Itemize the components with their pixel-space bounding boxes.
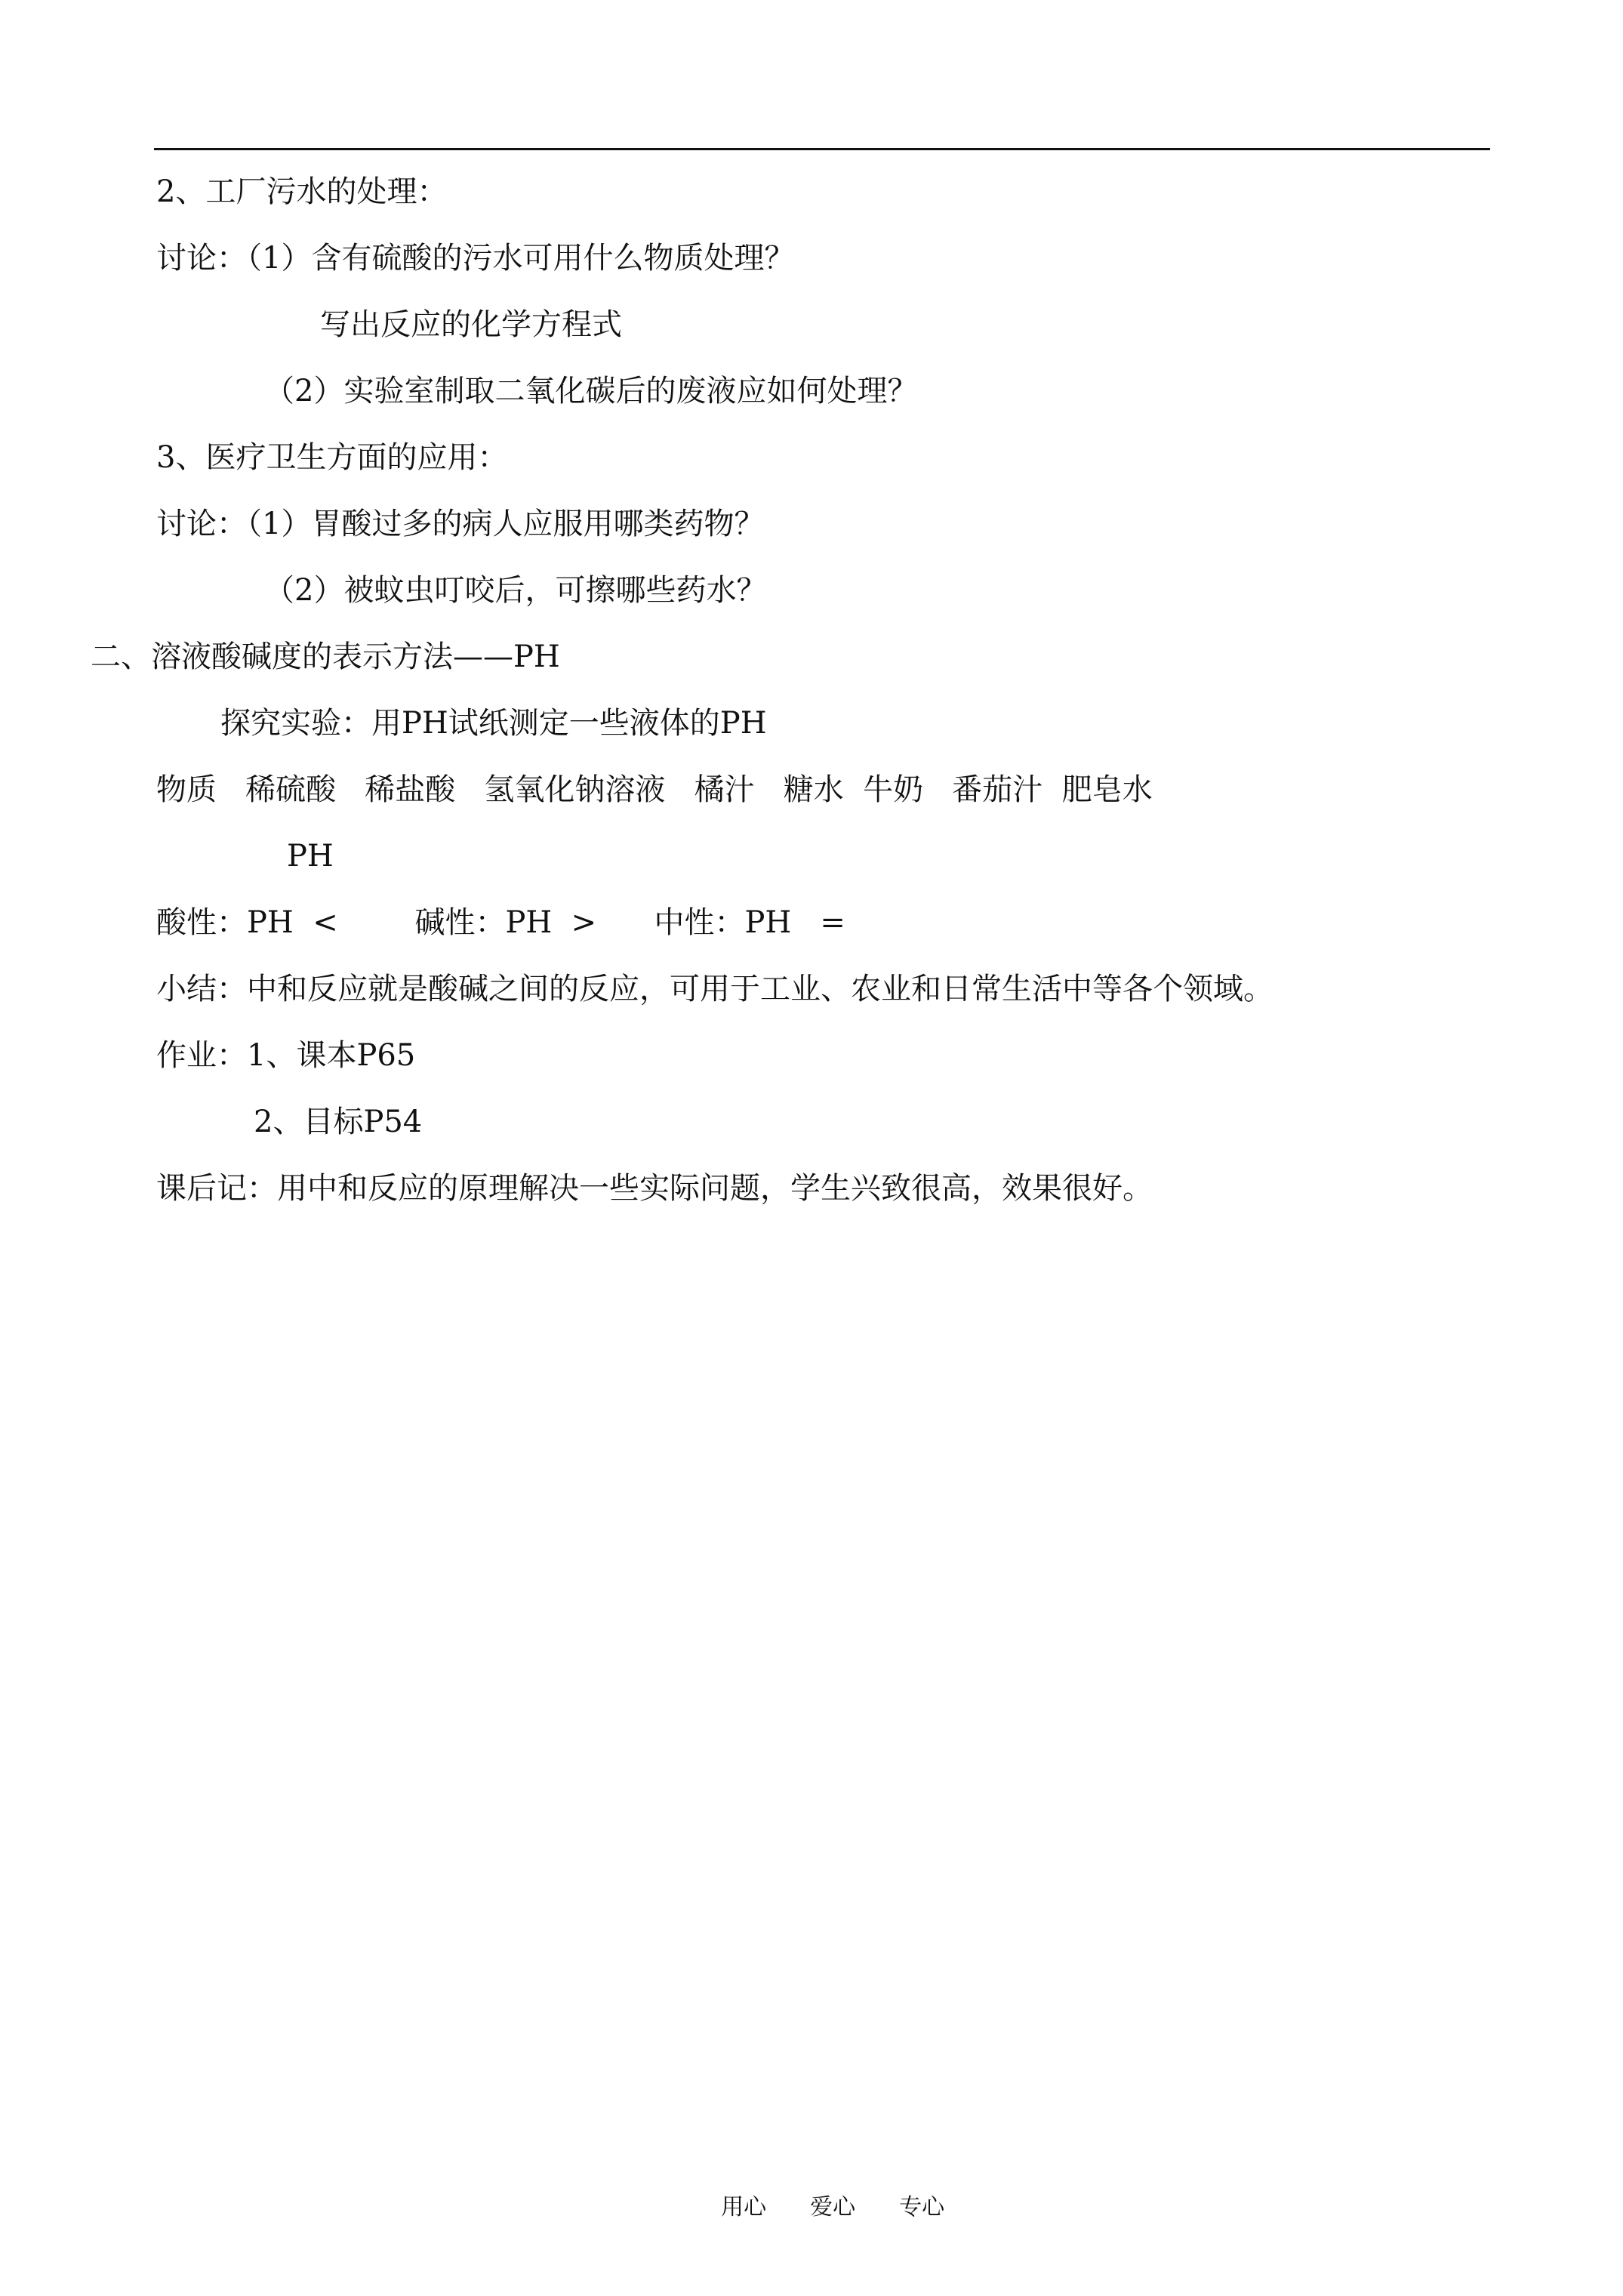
discussion-2-q1: 讨论：（1）胃酸过多的病人应服用哪类药物？	[156, 507, 765, 541]
footer-word-2: 爱心	[810, 2194, 856, 2220]
page-footer	[707, 2162, 944, 2223]
section-3-heading: 3、医疗卫生方面的应用：	[156, 440, 508, 475]
footer-word-3: 专心	[899, 2194, 945, 2220]
experiment-line: 探究实验：用PH试纸测定一些液体的PH	[220, 706, 767, 741]
discussion-1-q2: （2）实验室制取二氧化碳后的废液应如何处理？	[264, 374, 918, 408]
header-rule	[154, 148, 1490, 150]
homework-line-2: 2、目标P54	[254, 1105, 423, 1139]
substances-row: 物质 稀硫酸 稀盐酸 氢氧化钠溶液 橘汁 糖水 牛奶 番茄汁 肥皂水	[156, 772, 1153, 807]
section-2-heading: 2、工厂污水的处理：	[156, 174, 448, 209]
post-lesson-note: 课后记：用中和反应的原理解决一些实际问题，学生兴致很高，效果很好。	[156, 1171, 1153, 1206]
discussion-1-q1: 讨论：（1）含有硫酸的污水可用什么物质处理？	[156, 241, 795, 276]
ph-conditions-line: 酸性：PH < 碱性：PH > 中性：PH =	[156, 905, 845, 940]
summary-line: 小结：中和反应就是酸碱之间的反应，可用于工业、农业和日常生活中等各个领域。	[156, 972, 1273, 1006]
discussion-2-q2: （2）被蚊虫叮咬后，可擦哪些药水？	[264, 573, 767, 608]
homework-line-1: 作业：1、课本P65	[156, 1038, 416, 1073]
part-2-heading: 二、溶液酸碱度的表示方法——PH	[91, 639, 560, 674]
discussion-1-q1-followup: 写出反应的化学方程式	[320, 307, 622, 342]
footer-word-1: 用心	[721, 2194, 767, 2220]
ph-row-label: PH	[287, 839, 334, 874]
